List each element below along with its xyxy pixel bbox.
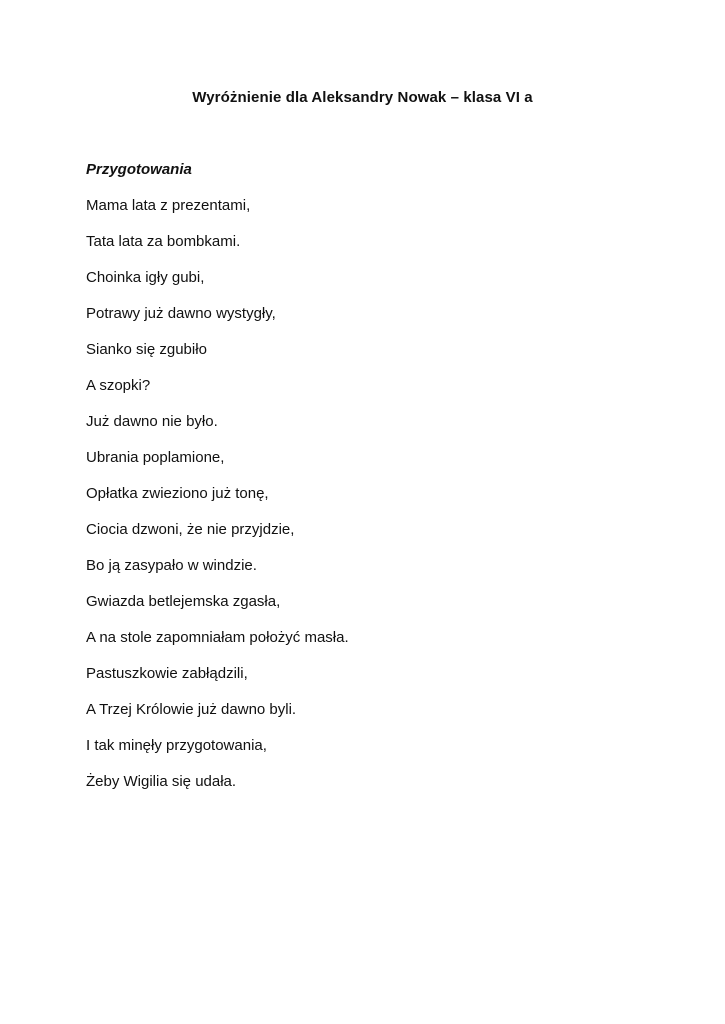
poem-title: Przygotowania: [86, 161, 192, 178]
poem-line: Gwiazda betlejemska zgasła,: [86, 593, 281, 610]
poem-line: I tak minęły przygotowania,: [86, 737, 267, 754]
poem-body: [86, 196, 349, 808]
poem-line: Pastuszkowie zabłądzili,: [86, 665, 248, 682]
poem-line: Bo ją zasypało w windzie.: [86, 557, 257, 574]
poem-line: Już dawno nie było.: [86, 413, 218, 430]
poem-line: Choinka igły gubi,: [86, 269, 205, 286]
poem-line: A Trzej Królowie już dawno byli.: [86, 701, 297, 718]
poem-line: Potrawy już dawno wystygły,: [86, 305, 276, 322]
poem-line: A szopki?: [86, 377, 151, 394]
poem-line: Opłatka zwieziono już tonę,: [86, 485, 269, 502]
poem-line: Ciocia dzwoni, że nie przyjdzie,: [86, 521, 295, 538]
poem-line: Mama lata z prezentami,: [86, 197, 251, 214]
poem-line: Żeby Wigilia się udała.: [86, 773, 237, 790]
poem-line: Tata lata za bombkami.: [86, 233, 241, 250]
document-heading: Wyróżnienie dla Aleksandry Nowak – klasa VI a: [192, 89, 533, 106]
poem-line: Sianko się zgubiło: [86, 341, 207, 358]
poem-line: Ubrania poplamione,: [86, 449, 225, 466]
poem-line: A na stole zapomniałam położyć masła.: [86, 629, 349, 646]
